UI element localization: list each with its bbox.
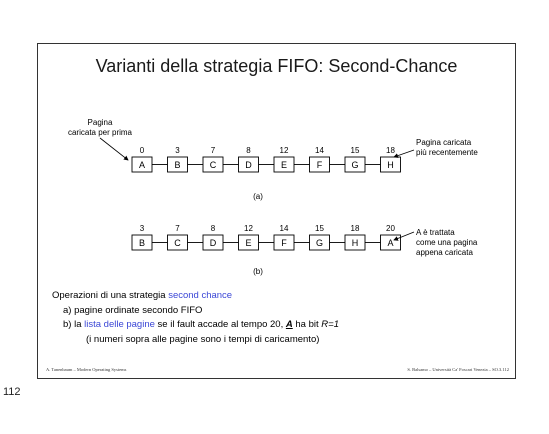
item-b-page: A: [285, 319, 293, 330]
item-c: (i numeri sopra alle pagine sono i tempi di caricamento): [86, 333, 320, 345]
b-page-label: H: [351, 238, 359, 248]
b-load-time: 18: [350, 224, 360, 233]
a-page-label: H: [387, 160, 394, 170]
explanation-text: [52, 289, 339, 347]
note-line1: A è trattata: [416, 228, 455, 237]
slide: [37, 43, 516, 379]
left-label-line2: caricata per prima: [67, 128, 133, 137]
item-b-prefix: b) la: [63, 319, 85, 330]
b-load-time: 7: [175, 224, 180, 233]
b-page-label: F: [281, 238, 287, 248]
a-load-time: 18: [386, 146, 395, 155]
b-page-label: G: [315, 238, 324, 248]
a-page-label: D: [245, 160, 252, 170]
a-page-label: B: [174, 160, 181, 170]
note-line3: appena caricata: [416, 248, 473, 257]
b-load-time: 14: [279, 224, 289, 233]
right-label-line2: più recentemente: [416, 148, 478, 157]
item-b-highlight: lista delle pagine: [84, 319, 155, 330]
page-list-a: [132, 146, 401, 172]
a-load-time: 3: [175, 146, 180, 155]
b-load-time: 15: [315, 224, 324, 233]
item-b-mid2: ha bit: [292, 319, 322, 330]
page-number: 112: [3, 386, 21, 398]
a-load-time: 8: [246, 146, 251, 155]
b-load-time: 12: [244, 224, 253, 233]
caption-a: (a): [253, 192, 263, 201]
left-label-arrow: [100, 138, 128, 160]
a-load-time: 15: [350, 146, 360, 155]
b-load-time: 8: [210, 224, 216, 233]
item-a: a) pagine ordinate secondo FIFO: [63, 304, 203, 316]
a-page-label: F: [316, 160, 323, 170]
a-load-time: 14: [315, 146, 324, 155]
right-label-line1: Pagina caricata: [416, 138, 472, 147]
b-page-label: D: [209, 238, 217, 248]
b-load-time: 3: [139, 224, 145, 233]
item-b: [52, 318, 339, 333]
b-page-label: A: [387, 238, 394, 248]
a-page-label: E: [280, 160, 288, 170]
left-label-line1: Pagina: [87, 118, 113, 127]
footer-right: S. Balsamo – Università Ca' Foscari Venezia – SO.3.112: [407, 367, 509, 372]
page-list-b: [132, 224, 401, 250]
a-load-time: 12: [279, 146, 289, 155]
right-label-arrow: [394, 150, 414, 157]
footer-left: A. Tanenbaum – Modern Operating Systems: [46, 367, 127, 372]
intro-text: Operazioni di una strategia: [52, 290, 169, 301]
a-page-label: A: [138, 160, 146, 170]
item-b-bit: R=1: [321, 319, 339, 330]
note-line2: come una pagina: [416, 238, 478, 247]
b-page-label: C: [174, 238, 181, 248]
a-page-label: G: [351, 160, 359, 170]
slide-title: Varianti della strategia FIFO: Second-Chance: [95, 56, 458, 76]
b-page-label: E: [245, 238, 252, 248]
b-load-time: 20: [386, 224, 395, 233]
item-b-mid: se il fault accade al tempo 20,: [154, 319, 286, 330]
intro-line: [52, 289, 339, 304]
b-page-label: B: [138, 238, 146, 248]
intro-highlight: second chance: [168, 290, 233, 301]
a-load-time: 7: [210, 146, 216, 155]
a-page-label: C: [209, 160, 217, 170]
a-load-time: 0: [139, 146, 145, 155]
caption-b: (b): [253, 267, 263, 276]
